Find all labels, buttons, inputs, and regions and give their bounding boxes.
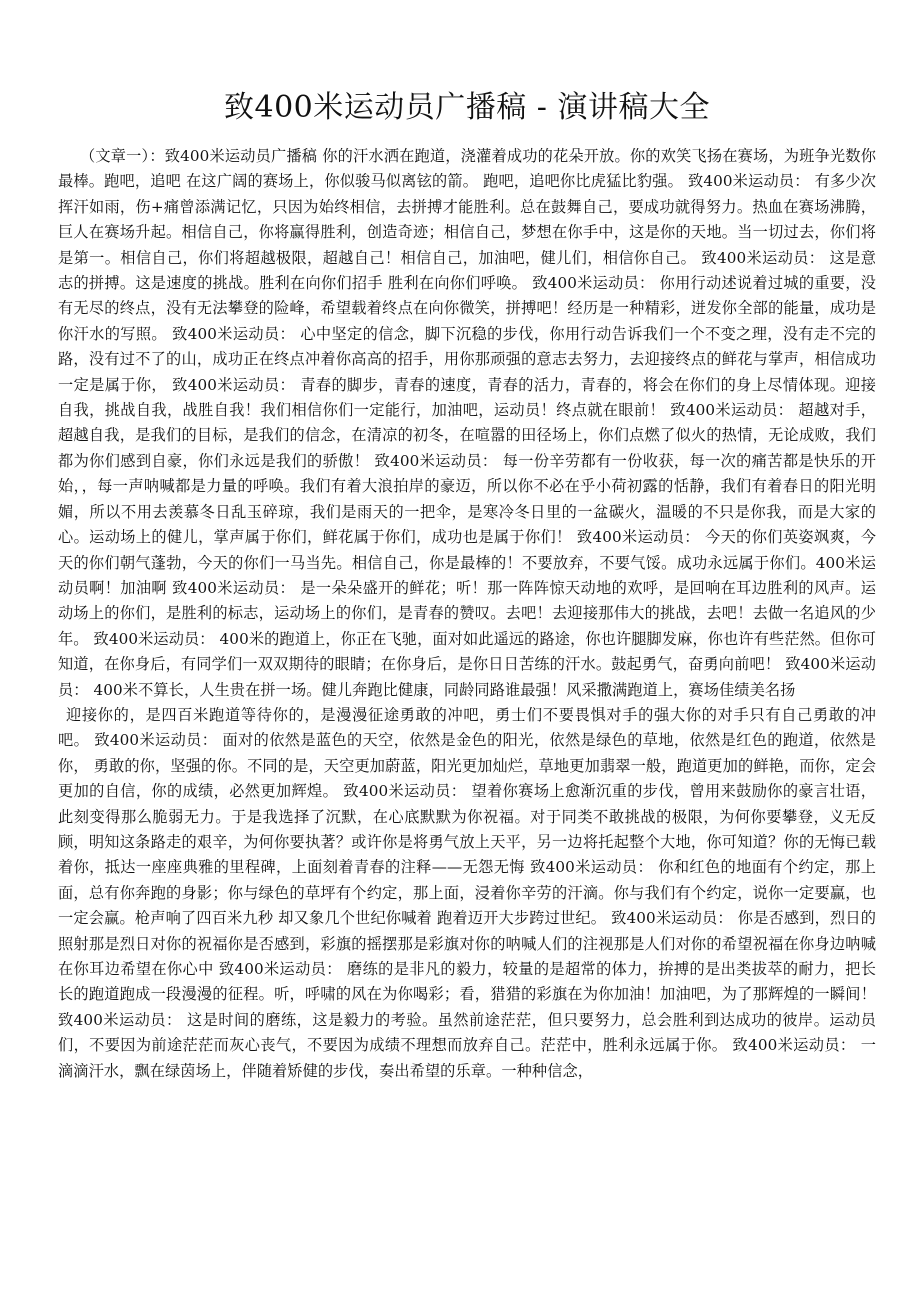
document-body [58, 144, 876, 1084]
document-title: 致400米运动员广播稿 - 演讲稿大全 [224, 90, 710, 125]
article-paragraph-2: 迎接你的，是四百米跑道等待你的，是漫漫征途勇敢的冲吧，勇士们不要畏惧对手的强大你的对手只有自己勇敢的冲吧。 致400米运动员： 面对的依然是蓝色的天空，依然是金色的阳光，依然是绿色的草地，依然是红色的跑道，依然是你， 勇敢的你，坚强的你。不同的是，天空更加蔚蓝，阳光更加灿烂，草地更加翡翠一般，跑道更加的鲜艳，而你，定会更加的自信，你的成绩，必然更加辉煌。 致400米运动员： 望着你赛场上愈渐沉重的步伐，曾用来鼓励你的豪言壮语，此刻变得那么脆弱无力。于是我选择了沉默，在心底默默为你祝福。对于同类不敢挑战的极限，为何你要攀登，义无反顾，明知这条路走的艰辛，为何你要执著？或许你是将勇气放上天平，另一边将托起整个大地，你可知道？你的无悔已载着你，抵达一座座典雅的里程碑，上面刻着青春的注释——无怨无悔 致400米运动员： 你和红色的地面有个约定，那上面，总有你奔跑的身影；你与绿色的草坪有个约定，那上面，浸着你辛劳的汗滴。你与我们有个约定，说你一定要赢，也一定会赢。枪声响了四百米九秒 却又象几个世纪你喊着 跑着迈开大步跨过世纪。 致400米运动员： 你是否感到，烈日的照射那是烈日对你的祝福你是否感到，彩旗的摇摆那是彩旗对你的呐喊人们的注视那是人们对你的希望祝福在你身边呐喊在你耳边希望在你心中 致400米运动员： 磨练的是非凡的毅力，较量的是超常的体力，拚搏的是出类拔萃的耐力，把长长的跑道跑成一段漫漫的征程。听，呼啸的风在为你喝彩；看，猎猎的彩旗在为你加油！加油吧，为了那辉煌的一瞬间！ 致400米运动员： 这是时间的磨练，这是毅力的考验。虽然前途茫茫，但只要努力，总会胜利到达成功的彼岸。运动员们，不要因为前途茫茫而灰心丧气，不要因为成绩不理想而放弃自己。茫茫中，胜利永远属于你。 致400米运动员： 一滴滴汗水，飘在绿茵场上，伴随着矫健的步伐，奏出希望的乐章。一种种信念， [58, 705, 876, 1080]
article-paragraph-1: （文章一）：致400米运动员广播稿 你的汗水洒在跑道，浇灌着成功的花朵开放。你的欢笑飞扬在赛场，为班争光数你最棒。跑吧，追吧 在这广阔的赛场上，你似骏马似离铉的箭。 跑吧，追吧你比虎猛比豹强。 致400米运动员： 有多少次挥汗如雨，伤+痛曾添满记忆，只因为始终相信，去拼搏才能胜利。总在鼓舞自己，要成功就得努力。热血在赛场沸腾，巨人在赛场升起。相信自己，你将赢得胜利，创造奇迹；相信自己，梦想在你手中，这是你的天地。当一切过去，你们将是第一。相信自己，你们将超越极限，超越自己！相信自己，加油吧，健儿们，相信你自己。 致400米运动员： 这是意志的拼搏。这是速度的挑战。胜利在向你们招手 胜利在向你们呼唤。 致400米运动员： 你用行动述说着过城的重要，没有无尽的终点，没有无法攀登的险峰，希望载着终点在向你微笑，拼搏吧！经历是一种精彩，迸发你全部的能量，成功是你汗水的写照。 致400米运动员： 心中坚定的信念，脚下沉稳的步伐，你用行动告诉我们一个不变之理，没有走不完的路，没有过不了的山，成功正在终点冲着你高高的招手，用你那顽强的意志去努力，去迎接终点的鲜花与掌声，相信成功一定是属于你， 致400米运动员： 青春的脚步，青春的速度，青春的活力，青春的，将会在你们的身上尽情体现。迎接自我，挑战自我，战胜自我！我们相信你们一定能行，加油吧，运动员！终点就在眼前！ 致400米运动员： 超越对手，超越自我，是我们的目标，是我们的信念，在清凉的初冬，在喧嚣的田径场上，你们点燃了似火的热情，无论成败，我们都为你们感到自豪，你们永远是我们的骄傲！ 致400米运动员： 每一份辛劳都有一份收获，每一次的痛苦都是快乐的开始，，每一声呐喊都是力量的呼唤。我们有着大浪拍岸的豪迈，所以你不必在乎小荷初露的恬静，我们有着春日的阳光明媚，所以不用去羡慕冬日乱玉碎琼，我们是雨天的一把伞，是寒冷冬日里的一盆碳火，温暖的不只是你我，而是大家的心。运动场上的健儿，掌声属于你们，鲜花属于你们，成功也是属于你们！ 致400米运动员： 今天的你们英姿飒爽，今天的你们朝气蓬勃，今天的你们一马当先。相信自己，你是最棒的！不要放弃，不要气馁。成功永远属于你们。400米运动员啊！加油啊 致400米运动员： 是一朵朵盛开的鲜花；听！那一阵阵惊天动地的欢呼，是回响在耳边胜利的风声。运动场上的你们，是胜利的标志，运动场上的你们，是青春的赞叹。去吧！去迎接那伟大的挑战，去吧！去做一名追风的少年。 致400米运动员： 400米的跑道上，你正在飞驰，面对如此遥远的路途，你也许腿脚发麻，你也许有些茫然。但你可知道，在你身后，有同学们一双双期待的眼睛；在你身后，是你日日苦练的汗水。鼓起勇气，奋勇向前吧！ 致400米运动员： 400米不算长，人生贵在拼一场。健儿奔跑比健康，同龄同路谁最强！风采撒满跑道上，赛场佳绩美名扬 [58, 147, 876, 699]
